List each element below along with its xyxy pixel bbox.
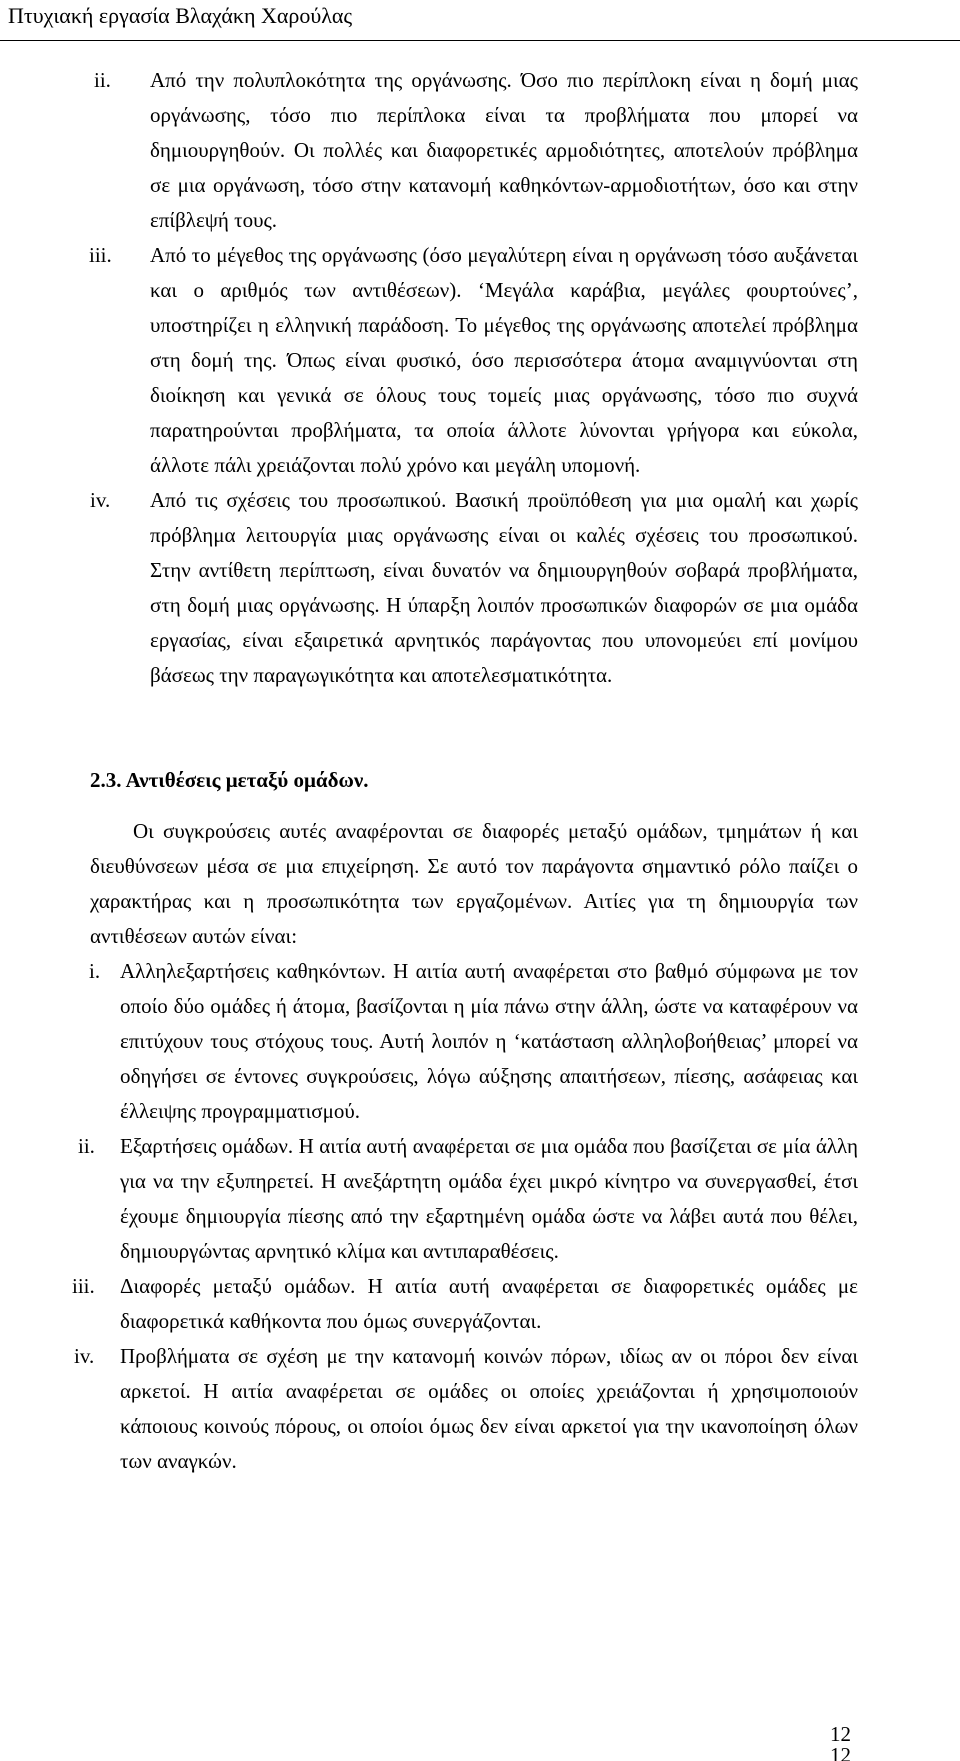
list-item-text: Διαφορές μεταξύ ομάδων. Η αιτία αυτή αναφέρεται σε διαφορετικές ομάδες με διαφορετικά καθήκοντα που όμως συνεργάζονται. [120, 1274, 858, 1333]
list-item-text: Προβλήματα σε σχέση με την κατανομή κοινών πόρων, ιδίως αν οι πόροι δεν είναι αρκετοί. Η αιτία αναφέρεται σε ομάδες οι οποίες χρειάζονται ή χρησιμοποιούν κάποιους κοινούς πόρους, οι οποίοι όμως δεν είναι αρκετοί για την ικανοποίηση όλων των αναγκών. [120, 1344, 858, 1473]
page-number: 12 [830, 1722, 851, 1746]
list-item: ii. Από την πολυπλοκότητα της οργάνωσης. Όσο πιο περίπλοκη είναι η δομή μιας οργάνωσης, τόσο πιο περίπλοκα είναι τα προβλήματα που μπορεί να δημιουργηθούν. Οι πολλές και διαφορετικές αρμοδιότητες, αποτελούν πρόβλημα σε μια οργάνωση, τόσο στην κατανομή καθηκόντων-αρμοδιοτήτων, όσο και στην επίβλεψή τους. [0, 63, 858, 238]
list-item: iv. Προβλήματα σε σχέση με την κατανομή κοινών πόρων, ιδίως αν οι πόροι δεν είναι αρκετοί. Η αιτία αναφέρεται σε ομάδες οι οποίες χρειάζονται ή χρησιμοποιούν κάποιους κοινούς πόρους, οι οποίοι όμως δεν είναι αρκετοί για την ικανοποίηση όλων των αναγκών. [0, 1339, 858, 1479]
running-header: Πτυχιακή εργασία Βλαχάκη Χαρούλας [8, 3, 353, 28]
intro-paragraph: Οι συγκρούσεις αυτές αναφέρονται σε διαφορές μεταξύ ομάδων, τμημάτων ή και διευθύνσεων μέσα σε μια επιχείρηση. Σε αυτό τον παράγοντα σημαντικό ρόλο παίζει ο χαρακτήρας και η προσωπικότητα των εργαζομένων. Αιτίες για τη δημιουργία των αντιθέσεων αυτών είναι: [90, 819, 858, 948]
header-rule [0, 40, 960, 41]
list-item: ii. Εξαρτήσεις ομάδων. Η αιτία αυτή αναφέρεται σε μια ομάδα που βασίζεται σε μία άλλη για να την εξυπηρετεί. Η ανεξάρτητη ομάδα έχει μικρό κίνητρο να συνεργασθεί, έτσι έχουμε δημιουργία πίεσης από την εξαρτημένη ομάδα ώστε να λάβει αυτά που θέλει, δημιουργώντας αρνητικό κλίμα και αντιπαραθέσεις. [0, 1129, 858, 1269]
page-number-repeat: 12 [830, 1748, 851, 1761]
list-item-text: Αλληλεξαρτήσεις καθηκόντων. Η αιτία αυτή αναφέρεται στο βαθμό σύμφωνα με τον οποίο δύο ομάδες ή άτομα, βασίζονται η μία πάνω στην άλλη, ώστε να καταφέρουν να επιτύχουν τους στόχους τους. Αυτή λοιπόν η ‘κατάσταση αλληλοβοήθειας’ μπορεί να οδηγήσει σε έντονες συγκρούσεις, λόγω αύξησης απαιτήσεων, πίεσης, ασάφειας και έλλειψης προγραμματισμού. [120, 959, 858, 1123]
causes-list [0, 954, 960, 1479]
list-item-text: Από το μέγεθος της οργάνωσης (όσο μεγαλύτερη είναι η οργάνωση τόσο αυξάνεται και ο αριθμός των αντιθέσεων). ‘Μεγάλα καράβια, μεγάλες φουρτούνες’, υποστηρίζει η ελληνική παράδοση. Το μέγεθος της οργάνωσης αποτελεί πρόβλημα στη δομή της. Όπως είναι φυσικό, όσο περισσότερα άτομα αναμιγνύονται στη διοίκηση και γενικά σε όλους τους τομείς μιας οργάνωσης, τόσο πιο συχνά παρατηρούνται προβλήματα, τα οποία άλλοτε λύνονται γρήγορα και εύκολα, άλλοτε πάλι χρειάζονται πολύ χρόνο και μεγάλη υπομονή. [150, 243, 858, 477]
section-heading: 2.3. Αντιθέσεις μεταξύ ομάδων. [90, 768, 369, 792]
list-item-text: Εξαρτήσεις ομάδων. Η αιτία αυτή αναφέρεται σε μια ομάδα που βασίζεται σε μία άλλη για να την εξυπηρετεί. Η ανεξάρτητη ομάδα έχει μικρό κίνητρο να συνεργασθεί, έτσι έχουμε δημιουργία πίεσης από την εξαρτημένη ομάδα ώστε να λάβει αυτά που θέλει, δημιουργώντας αρνητικό κλίμα και αντιπαραθέσεις. [120, 1134, 858, 1263]
list-item: iii. Από το μέγεθος της οργάνωσης (όσο μεγαλύτερη είναι η οργάνωση τόσο αυξάνεται και ο αριθμός των αντιθέσεων). ‘Μεγάλα καράβια, μεγάλες φουρτούνες’, υποστηρίζει η ελληνική παράδοση. Το μέγεθος της οργάνωσης αποτελεί πρόβλημα στη δομή της. Όπως είναι φυσικό, όσο περισσότερα άτομα αναμιγνύονται στη διοίκηση και γενικά σε όλους τους τομείς μιας οργάνωσης, τόσο πιο συχνά παρατηρούνται προβλήματα, τα οποία άλλοτε λύνονται γρήγορα και εύκολα, άλλοτε πάλι χρειάζονται πολύ χρόνο και μεγάλη υπομονή. [0, 238, 858, 483]
continued-list [0, 63, 960, 693]
list-item-text: Από την πολυπλοκότητα της οργάνωσης. Όσο πιο περίπλοκη είναι η δομή μιας οργάνωσης, τόσο πιο περίπλοκα είναι τα προβλήματα που μπορεί να δημιουργηθούν. Οι πολλές και διαφορετικές αρμοδιότητες, αποτελούν πρόβλημα σε μια οργάνωση, τόσο στην κατανομή καθηκόντων-αρμοδιοτήτων, όσο και στην επίβλεψή τους. [150, 68, 858, 232]
list-item: iv. Από τις σχέσεις του προσωπικού. Βασική προϋπόθεση για μια ομαλή και χωρίς πρόβλημα λειτουργία μιας οργάνωσης είναι οι καλές σχέσεις του προσωπικού. Στην αντίθετη περίπτωση, είναι δυνατόν να δημιουργηθούν σοβαρά προβλήματα, στη δομή μιας οργάνωσης. Η ύπαρξη λοιπόν προσωπικών διαφορών σε μια ομάδα εργασίας, είναι εξαιρετικά αρνητικός παράγοντας που υπονομεύει επί μονίμου βάσεως την παραγωγικότητα και αποτελεσματικότητα. [0, 483, 858, 693]
list-item: iii. Διαφορές μεταξύ ομάδων. Η αιτία αυτή αναφέρεται σε διαφορετικές ομάδες με διαφορετικά καθήκοντα που όμως συνεργάζονται. [0, 1269, 858, 1339]
page-content [0, 63, 960, 1479]
list-item-text: Από τις σχέσεις του προσωπικού. Βασική προϋπόθεση για μια ομαλή και χωρίς πρόβλημα λειτουργία μιας οργάνωσης είναι οι καλές σχέσεις του προσωπικού. Στην αντίθετη περίπτωση, είναι δυνατόν να δημιουργηθούν σοβαρά προβλήματα, στη δομή μιας οργάνωσης. Η ύπαρξη λοιπόν προσωπικών διαφορών σε μια ομάδα εργασίας, είναι εξαιρετικά αρνητικός παράγοντας που υπονομεύει επί μονίμου βάσεως την παραγωγικότητα και αποτελεσματικότητα. [150, 488, 858, 687]
list-item: i. Αλληλεξαρτήσεις καθηκόντων. Η αιτία αυτή αναφέρεται στο βαθμό σύμφωνα με τον οποίο δύο ομάδες ή άτομα, βασίζονται η μία πάνω στην άλλη, ώστε να καταφέρουν να επιτύχουν τους στόχους τους. Αυτή λοιπόν η ‘κατάσταση αλληλοβοήθειας’ μπορεί να οδηγήσει σε έντονες συγκρούσεις, λόγω αύξησης απαιτήσεων, πίεσης, ασάφειας και έλλειψης προγραμματισμού. [0, 954, 858, 1129]
